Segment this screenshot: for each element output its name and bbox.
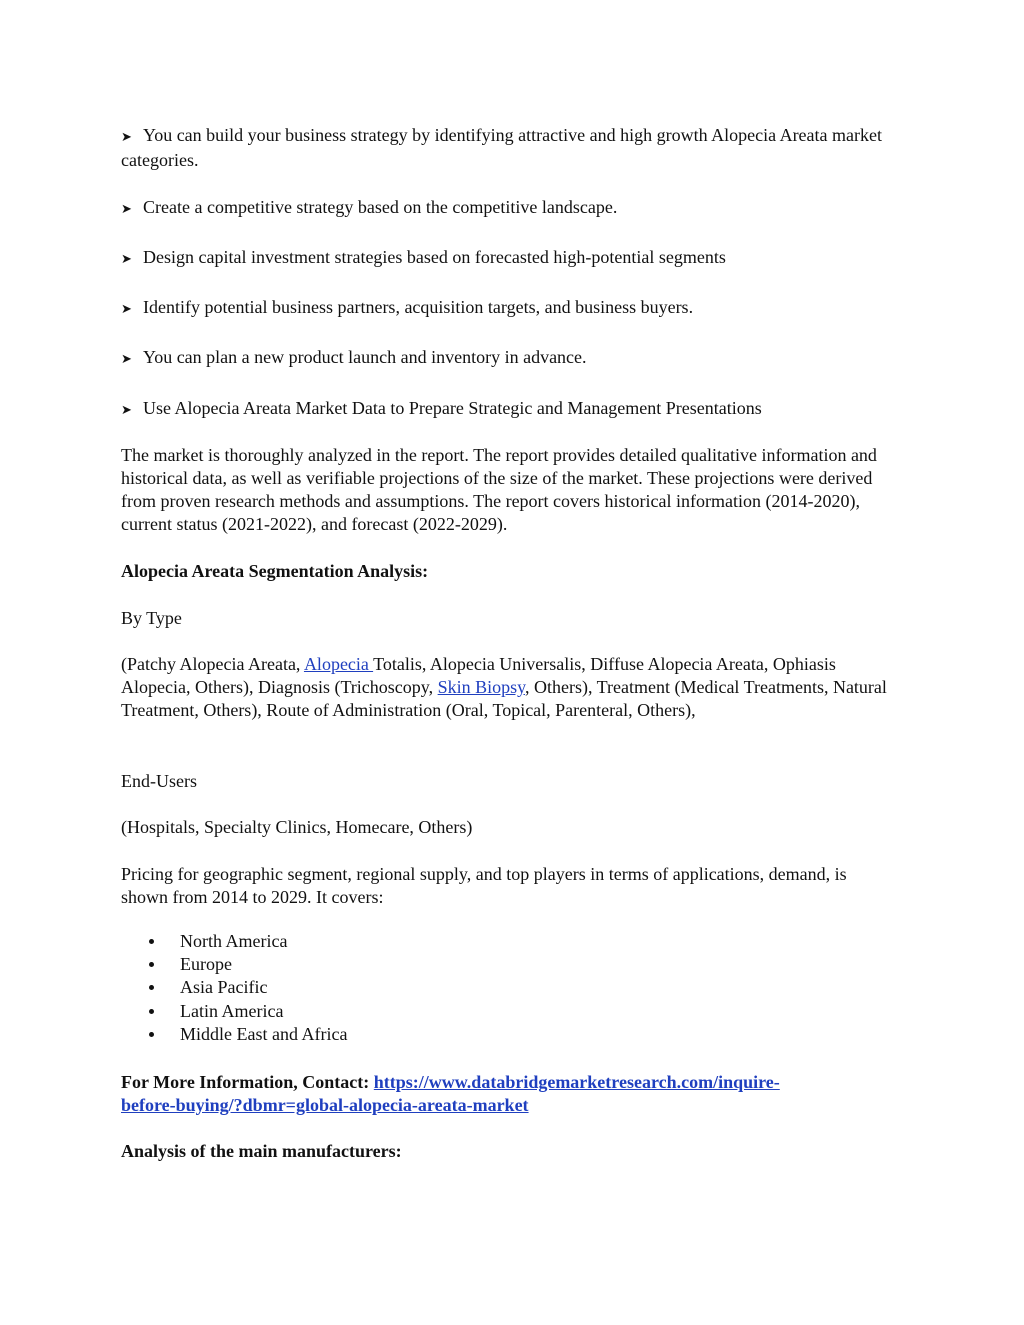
manufacturers-heading: Analysis of the main manufacturers: bbox=[121, 1141, 402, 1161]
arrow-bullet-icon: ➤ bbox=[121, 252, 132, 267]
segmentation-heading: Alopecia Areata Segmentation Analysis: bbox=[121, 561, 429, 581]
list-item bbox=[121, 930, 347, 953]
bullet-item-4 bbox=[121, 296, 891, 321]
skin-biopsy-link[interactable]: Skin Biopsy bbox=[437, 677, 525, 697]
bullet-text: Identify potential business partners, acquisition targets, and business buyers. bbox=[143, 297, 694, 317]
end-users-label: End-Users bbox=[121, 771, 197, 791]
list-item bbox=[121, 953, 347, 976]
region-list bbox=[121, 930, 347, 1046]
bullet-text: Use Alopecia Areata Market Data to Prepare Strategic and Management Presentations bbox=[143, 398, 762, 418]
arrow-bullet-icon: ➤ bbox=[121, 202, 132, 217]
bullet-text: Create a competitive strategy based on the competitive landscape. bbox=[143, 197, 618, 217]
end-users-list: (Hospitals, Specialty Clinics, Homecare, Others) bbox=[121, 817, 473, 837]
arrow-bullet-icon: ➤ bbox=[121, 403, 132, 418]
by-type-label: By Type bbox=[121, 608, 182, 628]
market-paragraph: The market is thoroughly analyzed in the report. The report provides detailed qualitative information and historical data, as well as verifiable projections of the size of the market. These projections were derived from proven research methods and assumptions. The report covers historical information (2014-2020), current status (2021-2022), and forecast (2022-2029). bbox=[121, 445, 877, 534]
arrow-bullet-icon: ➤ bbox=[121, 352, 132, 367]
bullet-item-2 bbox=[121, 196, 891, 221]
bullet-text: You can build your business strategy by identifying attractive and high growth Alopecia Areata market categories. bbox=[121, 125, 883, 170]
list-item bbox=[121, 1023, 347, 1046]
pricing-paragraph: Pricing for geographic segment, regional supply, and top players in terms of applications, demand, is shown from 2014 to 2029. It covers: bbox=[121, 864, 847, 907]
list-item bbox=[121, 1000, 347, 1023]
type-text-part: (Patchy Alopecia Areata, bbox=[121, 654, 304, 674]
bullet-dot-icon bbox=[149, 985, 154, 990]
alopecia-link[interactable]: Alopecia bbox=[303, 654, 374, 674]
bullet-item-5 bbox=[121, 346, 891, 371]
type-text-part: , Others), Treatment (Medical Treatments, Natural Treatment, Others), Route of Administration (Oral, Topical, Parenteral, Others), bbox=[121, 677, 887, 720]
region-name: North America bbox=[180, 931, 288, 951]
bullet-item-3 bbox=[121, 246, 891, 271]
region-name: Europe bbox=[180, 954, 232, 975]
bullet-dot-icon bbox=[149, 962, 154, 967]
bullet-dot-icon bbox=[149, 939, 154, 944]
arrow-bullet-icon: ➤ bbox=[121, 302, 132, 317]
contact-link-line-2: before-buying/?dbmr=global-alopecia-areata-market bbox=[121, 1095, 529, 1115]
bullet-dot-icon bbox=[149, 1032, 154, 1037]
bullet-text: You can plan a new product launch and inventory in advance. bbox=[143, 347, 587, 367]
bullet-item-6 bbox=[121, 397, 891, 422]
region-name: Middle East and Africa bbox=[180, 1023, 348, 1044]
arrow-bullet-icon: ➤ bbox=[121, 130, 132, 145]
list-item bbox=[121, 976, 347, 999]
contact-link-line-1: https://www.databridgemarketresearch.com/inquire- bbox=[373, 1072, 780, 1092]
region-name: Latin America bbox=[180, 1000, 284, 1021]
contact-line bbox=[121, 1071, 891, 1117]
bullet-dot-icon bbox=[149, 1009, 154, 1014]
bullet-item-1 bbox=[121, 124, 891, 172]
type-paragraph bbox=[121, 653, 891, 722]
contact-label: For More Information, Contact: bbox=[121, 1072, 374, 1092]
type-text-part: Totalis, Alopecia Universalis, Diffuse Alopecia Areata, Ophiasis Alopecia, Others), Diagnosis (Trichoscopy, bbox=[121, 654, 836, 697]
bullet-text: Design capital investment strategies based on forecasted high-potential segments bbox=[143, 247, 726, 267]
region-name: Asia Pacific bbox=[180, 977, 268, 998]
